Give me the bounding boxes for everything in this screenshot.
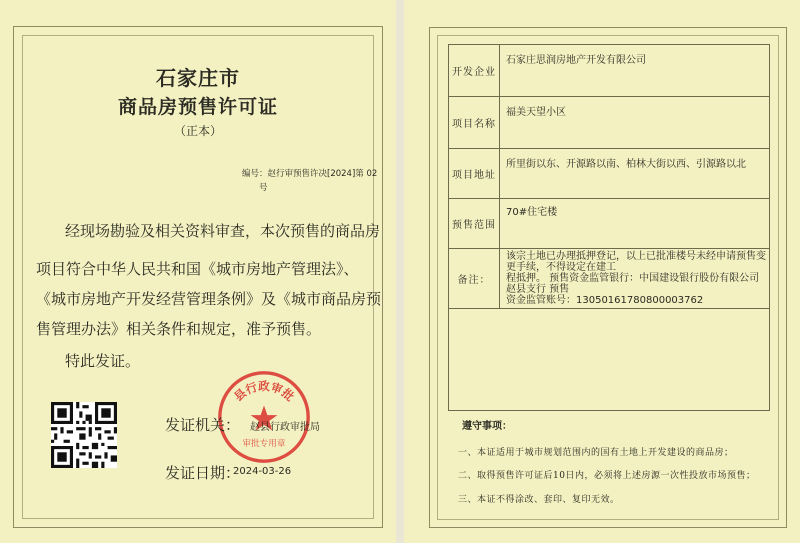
certificate-subtitle: （正本）: [173, 124, 222, 138]
row-label: 开发企业: [449, 45, 500, 97]
certificate-number: 编号：赵行审预售许决[2024]第 02: [242, 169, 378, 179]
presale-scope-value: 70#住宅楼: [500, 199, 770, 249]
project-info-table: [448, 44, 770, 411]
remark-label: 备注：: [449, 249, 500, 309]
table-row: [449, 45, 770, 97]
table-row: [449, 199, 770, 249]
certificate-main-title: 商品房预售许可证: [117, 96, 278, 118]
remark-line-3: 资金监管账号：13050161780800003762: [506, 295, 704, 306]
developer-value: 石家庄思润房地产开发有限公司: [500, 45, 770, 97]
notice-title: 遵守事项：: [462, 421, 512, 432]
body-line-3: 《城市房地产开发经营管理条例》及《城市商品房预: [36, 290, 382, 308]
row-label: 预售范围: [449, 199, 500, 249]
remark-value: [500, 249, 770, 309]
table-row: [449, 249, 770, 309]
project-name-value: 福美天望小区: [500, 97, 770, 149]
issue-date-label: 发证日期：: [165, 464, 241, 482]
remark-line-1: 该宗土地已办理抵押登记，以上已批准楼号未经申请预售变更手续，不得设定在建工: [506, 251, 766, 273]
certificate-number-cont: 号: [259, 183, 268, 193]
qr-code-icon: [51, 402, 117, 468]
svg-text:审批专用章: 审批专用章: [242, 438, 286, 449]
notice-item-2: 二、取得预售许可证后10日内，必须将上述房源一次性投放市场预售；: [458, 471, 756, 481]
body-line-4: 售管理办法》相关条件和规定，准予预售。: [36, 320, 322, 338]
issuer-label: 发证机关：: [165, 416, 241, 434]
body-line-5: 特此发证。: [65, 352, 141, 370]
issuer-value: 赵县行政审批局: [250, 422, 320, 433]
table-row: [449, 309, 770, 411]
row-label: 项目名称: [449, 97, 500, 149]
certificate-front: [0, 0, 396, 543]
project-address-value: 所里街以东、开源路以南、柏林大街以西、引源路以北: [500, 149, 770, 199]
table-row: [449, 97, 770, 149]
body-line-1: 经现场勘验及相关资料审查，本次预售的商品房: [65, 222, 381, 240]
blank-area: [449, 309, 770, 411]
certificate-city-title: 石家庄市: [156, 66, 240, 90]
table-row: [449, 149, 770, 199]
notice-item-3: 三、本证不得涂改、套印、复印无效。: [458, 495, 620, 505]
row-label: 项目地址: [449, 149, 500, 199]
svg-text:县行政审批: 县行政审批: [231, 379, 297, 404]
remark-line-2: 程抵押。 预售资金监管银行：中国建设银行股份有限公司赵县支行 预售: [506, 273, 760, 295]
body-line-2: 项目符合中华人民共和国《城市房地产管理法》、: [36, 260, 359, 278]
notice-item-1: 一、本证适用于城市规划范围内的国有土地上开发建设的商品房；: [458, 448, 734, 458]
issue-date-value: 2024-03-26: [233, 466, 292, 477]
